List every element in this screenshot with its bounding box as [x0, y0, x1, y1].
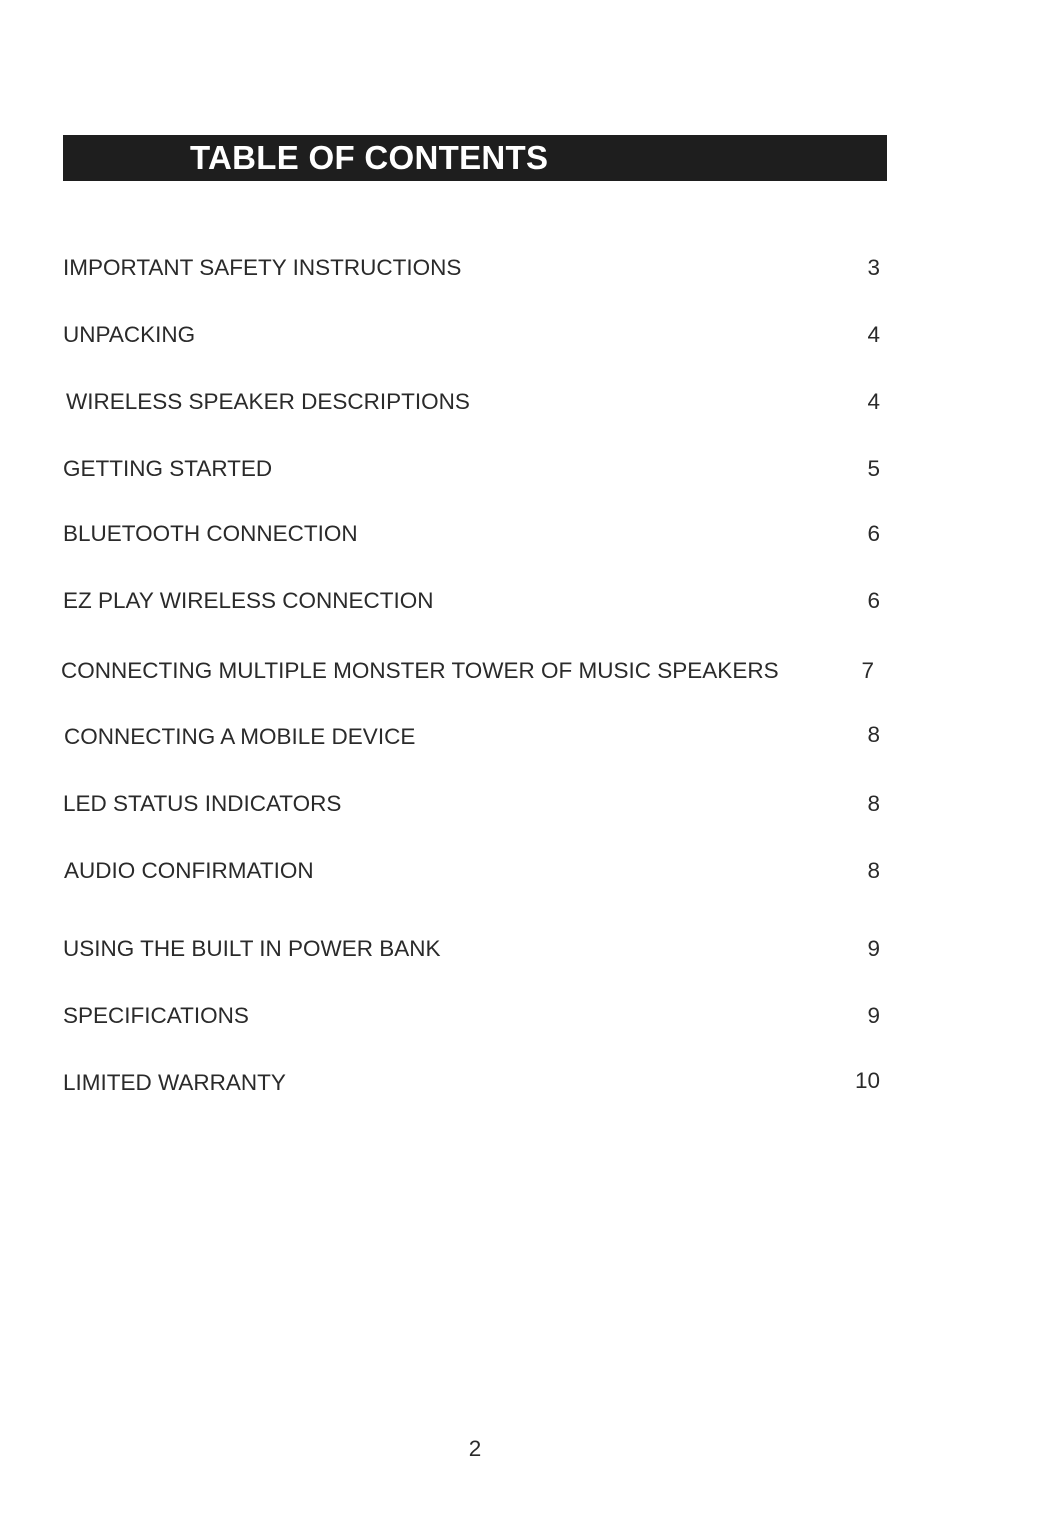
toc-entry-title: UNPACKING	[63, 322, 196, 347]
toc-entry-title: CONNECTING A MOBILE DEVICE	[64, 724, 416, 749]
toc-entry-title: AUDIO CONFIRMATION	[64, 858, 314, 883]
toc-entry	[0, 1001, 1053, 1031]
toc-entry-page: 4	[867, 389, 880, 414]
toc-entry-title: USING THE BUILT IN POWER BANK	[63, 936, 441, 961]
toc-entry-title: LIMITED WARRANTY	[63, 1070, 286, 1095]
toc-entry-title: GETTING STARTED	[63, 456, 273, 481]
toc-entry-title: SPECIFICATIONS	[63, 1003, 249, 1028]
page-title: TABLE OF CONTENTS	[190, 139, 549, 176]
toc-entry-page: 8	[867, 722, 880, 747]
toc-entry-title: WIRELESS SPEAKER DESCRIPTIONS	[66, 389, 470, 414]
toc-entry-page: 8	[867, 791, 880, 816]
toc-entry-title: CONNECTING MULTIPLE MONSTER TOWER OF MUSIC SPEAKERS	[61, 658, 779, 683]
toc-entry-title: LED STATUS INDICATORS	[63, 791, 342, 816]
toc-entry	[0, 789, 1053, 819]
toc-header-bar	[63, 135, 887, 181]
toc-entry	[0, 856, 1053, 886]
toc-entry-page: 8	[867, 858, 880, 883]
toc-entry	[0, 656, 1053, 686]
toc-entry	[0, 586, 1053, 616]
toc-entry-title: IMPORTANT SAFETY INSTRUCTIONS	[63, 255, 462, 280]
toc-entry	[0, 934, 1053, 964]
toc-entry	[0, 320, 1053, 350]
toc-entry-page: 6	[867, 521, 880, 546]
toc-entry-page: 9	[867, 936, 880, 961]
toc-entry	[0, 519, 1053, 549]
toc-entry-page: 10	[854, 1068, 880, 1093]
toc-entry-title: EZ PLAY WIRELESS CONNECTION	[63, 588, 434, 613]
toc-entry	[0, 1068, 1053, 1098]
toc-entry-page: 6	[867, 588, 880, 613]
toc-entry	[0, 454, 1053, 484]
toc-entry	[0, 722, 1053, 752]
toc-entry-page: 7	[861, 658, 874, 683]
toc-entry-title: BLUETOOTH CONNECTION	[63, 521, 358, 546]
toc-entry-page: 9	[867, 1003, 880, 1028]
toc-entry-page: 3	[867, 255, 880, 280]
toc-entry-page: 5	[867, 456, 880, 481]
toc-entry	[0, 387, 1053, 417]
toc-entry-page: 4	[867, 322, 880, 347]
toc-entry	[0, 253, 1053, 283]
page-number: 2	[468, 1436, 482, 1461]
